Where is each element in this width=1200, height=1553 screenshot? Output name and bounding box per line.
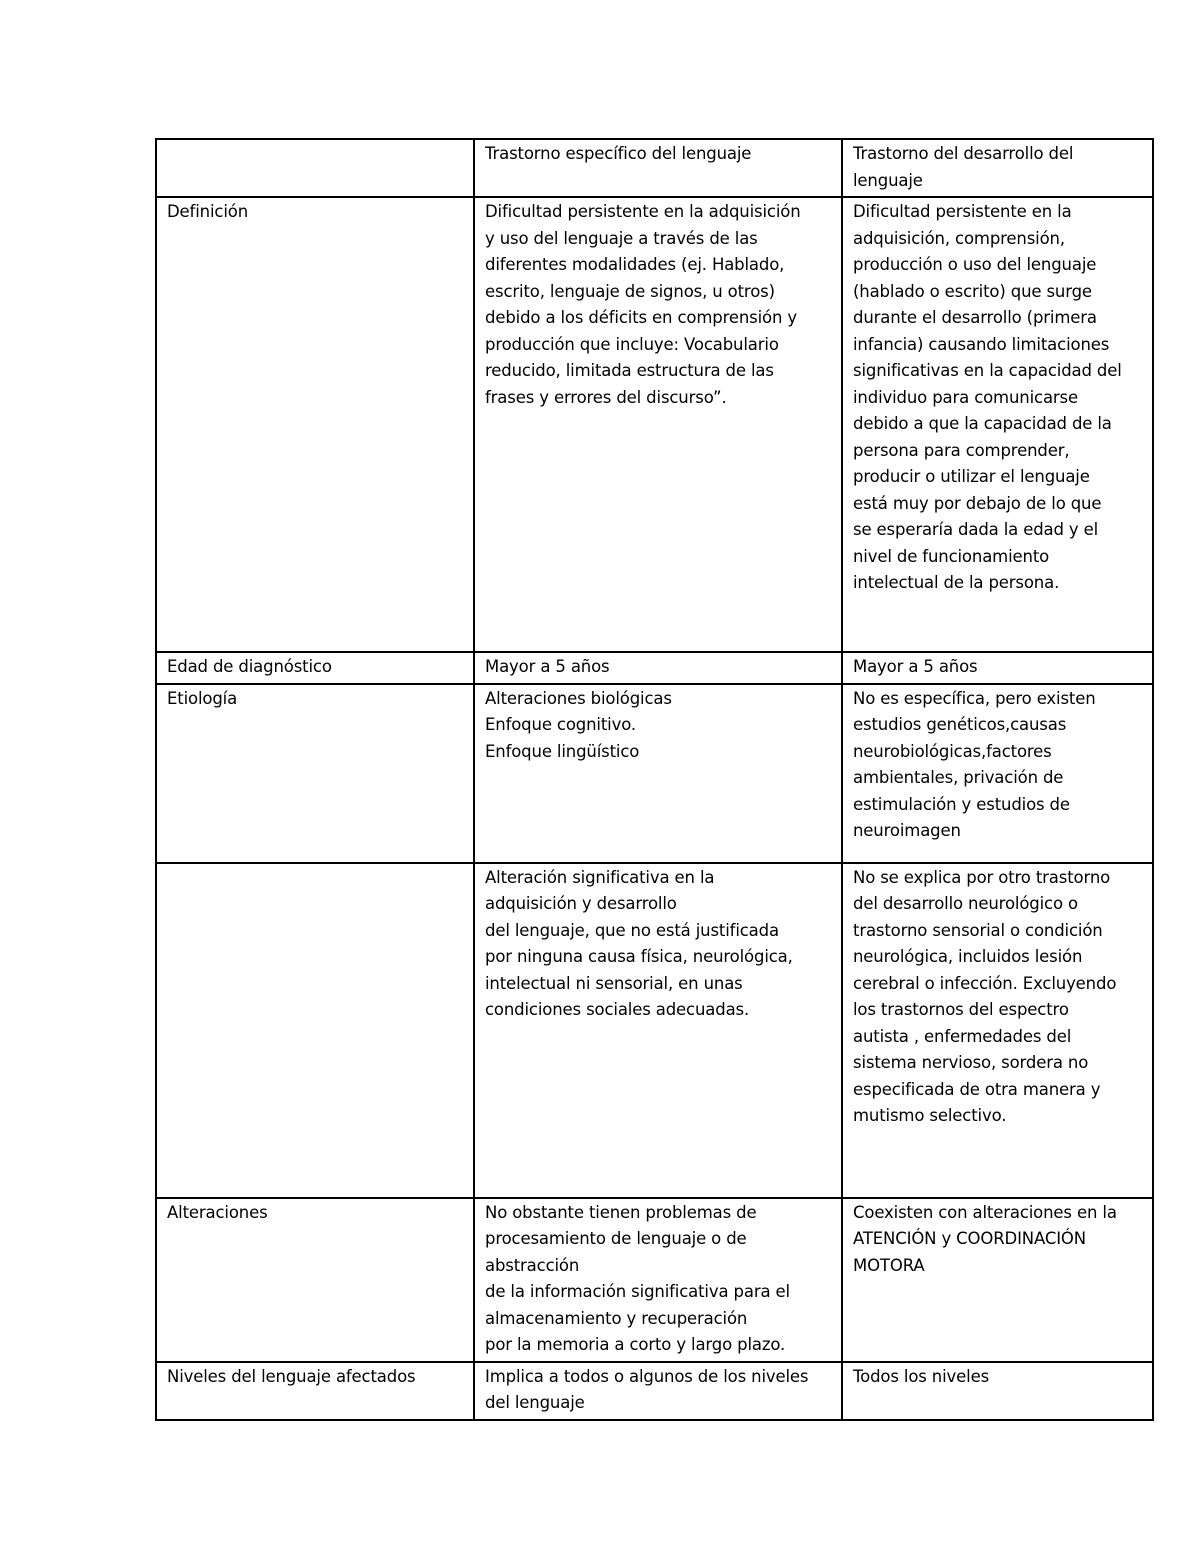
table-header-row [156,139,1153,197]
tel-cell: No obstante tienen problemas de procesamiento de lenguaje o de abstracción de la información significativa para el almacenamiento y recuperación por la memoria a corto y largo plazo. [474,1198,842,1362]
table-row [156,863,1153,1198]
comparison-table [155,138,1154,1421]
tel-cell: Mayor a 5 años [474,652,842,684]
tdl-cell: No es específica, pero existen estudios genéticos,causas neurobiológicas,factores ambientales, privación de estimulación y estudios de neuroimagen [842,684,1153,863]
tel-cell: Alteración significativa en la adquisición y desarrollo del lenguaje, que no está justificada por ninguna causa física, neurológica, intelectual ni sensorial, en unas condiciones sociales adecuadas. [474,863,842,1198]
row-label [156,863,474,1198]
tdl-cell: Todos los niveles [842,1362,1153,1420]
tel-cell: Dificultad persistente en la adquisición y uso del lenguaje a través de las diferentes modalidades (ej. Hablado, escrito, lenguaje de signos, u otros) debido a los déficits en comprensión y producción que incluye: Vocabulario reducido, limitada estructura de las frases y errores del discurso”. [474,197,842,652]
table-row [156,652,1153,684]
tdl-cell: No se explica por otro trastorno del desarrollo neurológico o trastorno sensorial o condición neurológica, incluidos lesión cerebral o infección. Excluyendo los trastornos del espectro autista , enfermedades del sistema nervioso, sordera no especificada de otra manera y mutismo selectivo. [842,863,1153,1198]
table-row [156,1362,1153,1420]
row-label: Definición [156,197,474,652]
header-tel: Trastorno específico del lenguaje [474,139,842,197]
tel-cell: Implica a todos o algunos de los niveles del lenguaje [474,1362,842,1420]
row-label: Niveles del lenguaje afectados [156,1362,474,1420]
header-tdl: Trastorno del desarrollo del lenguaje [842,139,1153,197]
tel-cell: Alteraciones biológicas Enfoque cognitivo. Enfoque lingüístico [474,684,842,863]
row-label: Edad de diagnóstico [156,652,474,684]
table-row [156,197,1153,652]
table-row [156,684,1153,863]
tdl-cell: Coexisten con alteraciones en la ATENCIÓN y COORDINACIÓN MOTORA [842,1198,1153,1362]
row-label: Etiología [156,684,474,863]
row-label: Alteraciones [156,1198,474,1362]
table-row [156,1198,1153,1362]
header-empty-cell [156,139,474,197]
tdl-cell: Dificultad persistente en la adquisición, comprensión, producción o uso del lenguaje (hablado o escrito) que surge durante el desarrollo (primera infancia) causando limitaciones significativas en la capacidad del individuo para comunicarse debido a que la capacidad de la persona para comprender, producir o utilizar el lenguaje está muy por debajo de lo que se esperaría dada la edad y el nivel de funcionamiento intelectual de la persona. [842,197,1153,652]
tdl-cell: Mayor a 5 años [842,652,1153,684]
